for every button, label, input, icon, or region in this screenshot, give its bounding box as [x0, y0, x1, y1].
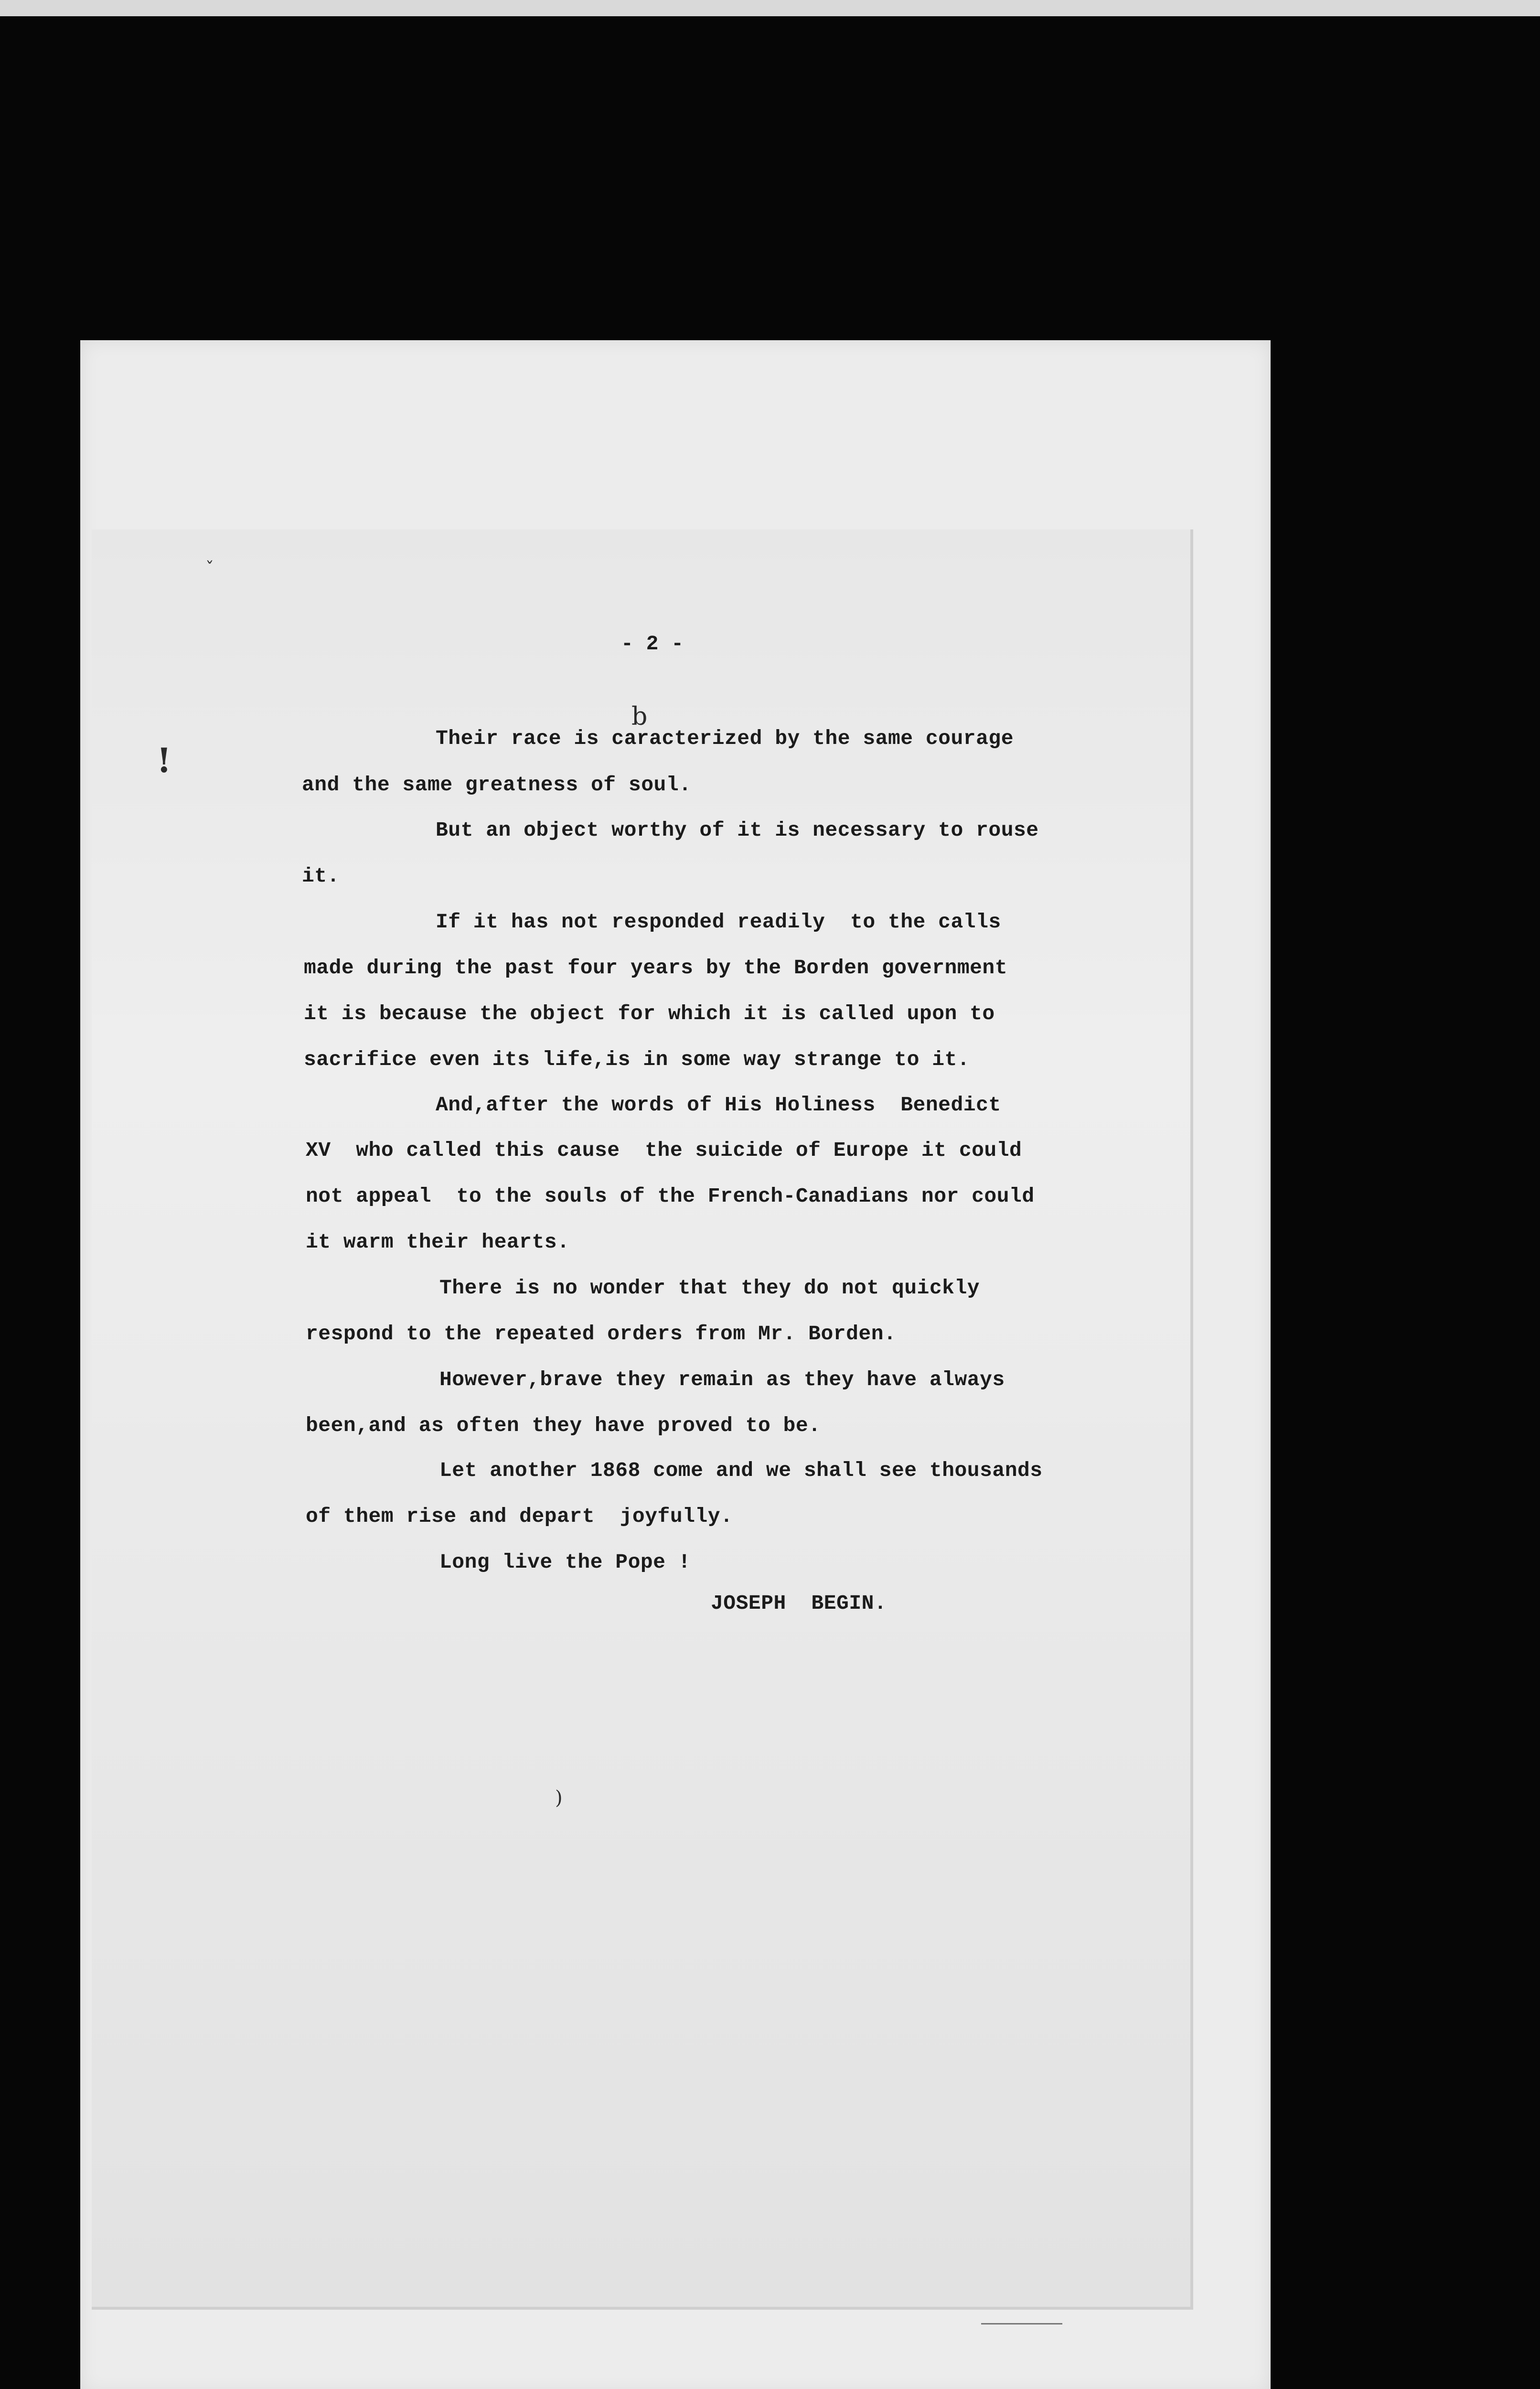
- letter-line: There is no wonder that they do not quickly: [439, 1276, 980, 1300]
- top-border-strip: [0, 0, 1540, 16]
- letter-line: and the same greatness of soul.: [302, 773, 692, 796]
- letter-line: been,and as often they have proved to be.: [306, 1414, 821, 1437]
- letter-line: not appeal to the souls of the French-Canadians nor could: [306, 1184, 1035, 1208]
- letter-line: it.: [302, 864, 340, 888]
- letter-line: Long live the Pope !: [439, 1550, 691, 1574]
- letter-line: it is because the object for which it is called upon to: [304, 1002, 995, 1025]
- letter-line: made during the past four years by the Borden government: [304, 956, 1008, 979]
- letter-line: sacrifice even its life,is in some way strange to it.: [304, 1048, 970, 1071]
- pencil-underline-mark: [981, 2323, 1062, 2324]
- letter-line: Their race is caracterized by the same courage: [436, 727, 1014, 750]
- letter-line: XV who called this cause the suicide of Europe it could: [306, 1139, 1022, 1162]
- margin-ink-mark: !: [157, 741, 171, 780]
- letter-line: it warm their hearts.: [306, 1230, 570, 1254]
- letter-line: Let another 1868 come and we shall see thousands: [439, 1459, 1043, 1482]
- letter-line: But an object worthy of it is necessary to rouse: [436, 818, 1039, 842]
- stray-pencil-mark: ): [555, 1787, 563, 1809]
- letter-line: However,brave they remain as they have always: [439, 1368, 1005, 1391]
- letter-line: respond to the repeated orders from Mr. Borden.: [306, 1322, 897, 1345]
- signature-line: JOSEPH BEGIN.: [711, 1592, 887, 1615]
- letter-line: If it has not responded readily to the calls: [436, 910, 1001, 934]
- handwritten-correction: b: [631, 702, 648, 731]
- page-number: - 2 -: [621, 632, 684, 656]
- letter-line: of them rise and depart joyfully.: [306, 1505, 733, 1528]
- letter-line: And,after the words of His Holiness Benedict: [436, 1093, 1001, 1117]
- margin-tick-mark: ˇ: [205, 559, 214, 579]
